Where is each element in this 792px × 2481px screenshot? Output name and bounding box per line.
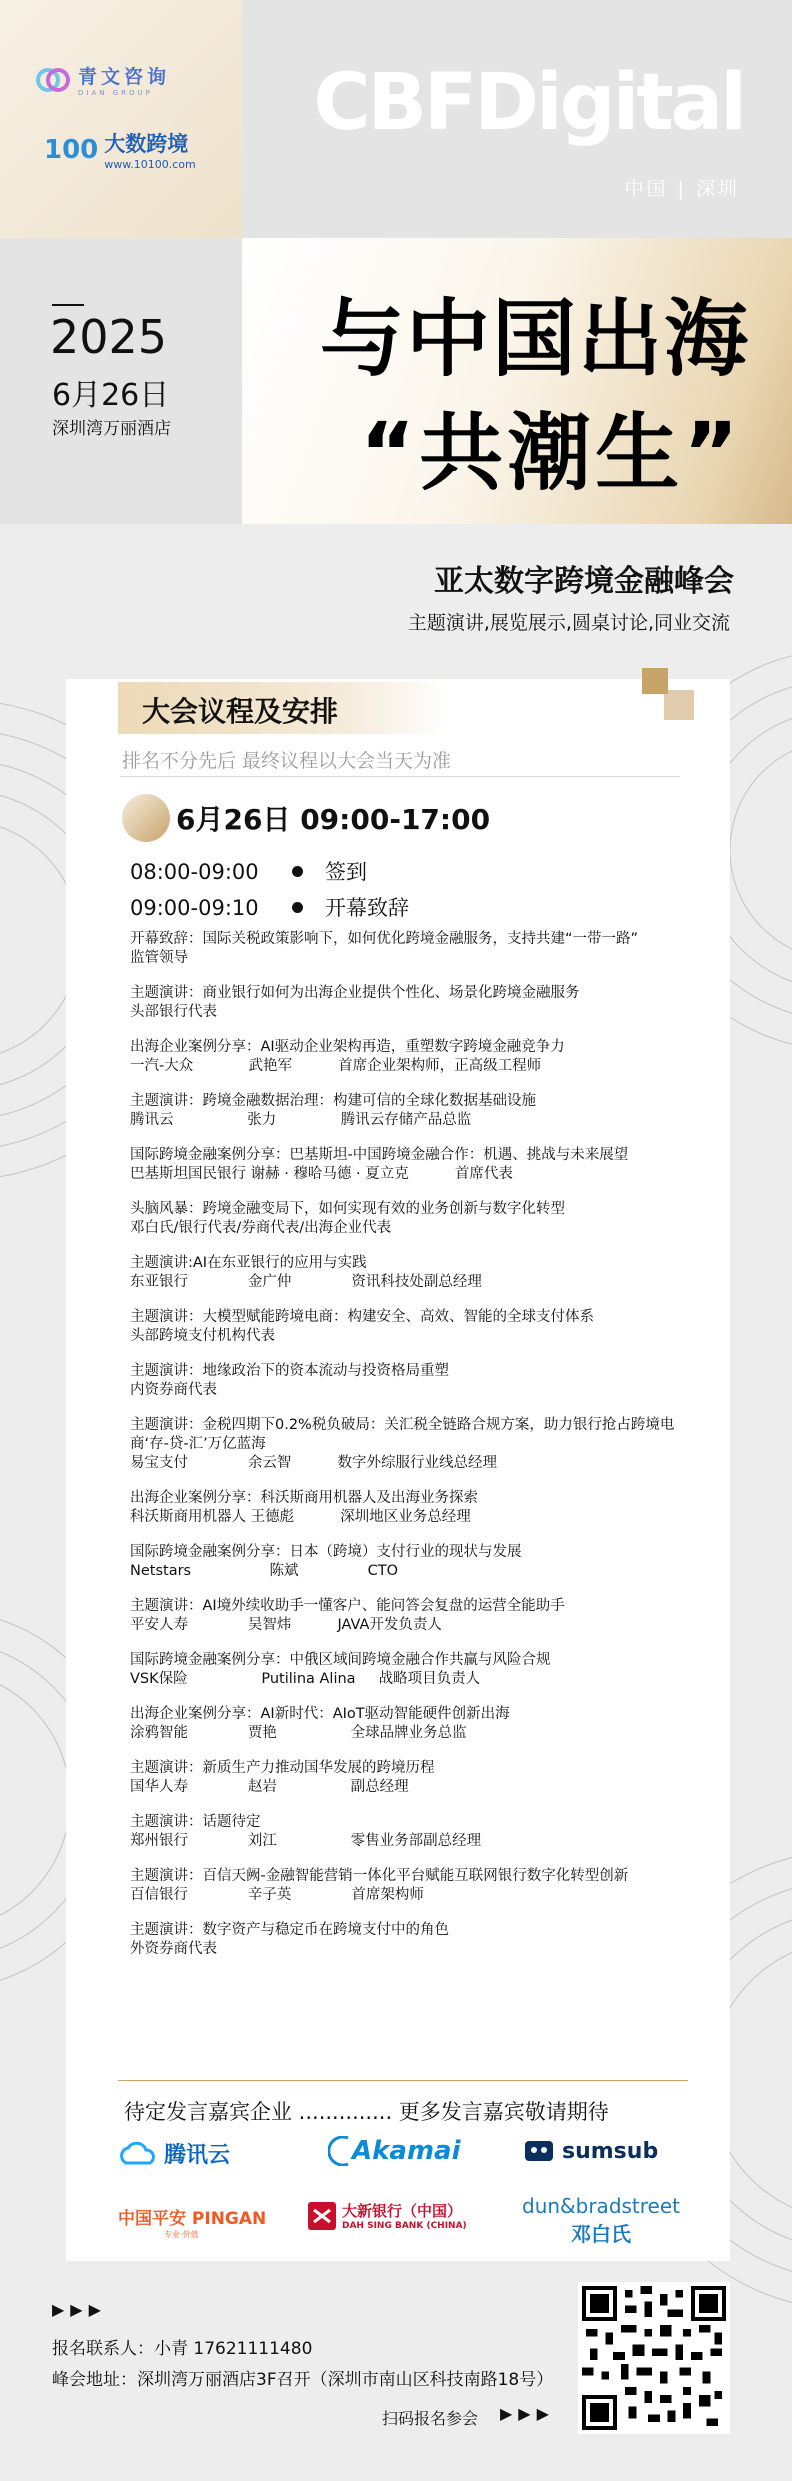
tencent-logo: 腾讯云 [118, 2138, 230, 2169]
agenda-items [130, 930, 710, 1975]
agenda-item-topic: 主题演讲：大模型赋能跨境电商：构建安全、高效、智能的全球支付体系 [130, 1309, 594, 1325]
date-divider [52, 304, 84, 306]
agenda-item-topic: 国际跨境金融案例分享：日本（跨境）支付行业的现状与发展 [130, 1544, 522, 1560]
pingan-logo: 中国平安 PINGAN 专业·价值 [118, 2209, 267, 2239]
agenda-item [130, 930, 710, 968]
agenda-item-topic: 主题演讲：地缘政治下的资本流动与投资格局重塑 [130, 1363, 449, 1379]
event-address: 峰会地址：深圳湾万丽酒店3F召开（深圳市南山区科技南路18号） [52, 2370, 554, 2390]
divider [120, 776, 680, 777]
summit-name: 亚太数字跨境金融峰会 [434, 564, 734, 599]
agenda-item [130, 1705, 710, 1743]
agenda-item [130, 1038, 710, 1076]
qingwen-logo [36, 62, 170, 97]
event-title-line2: “共潮生” [360, 404, 743, 502]
sponsor-logos [118, 2130, 688, 2260]
schedule-row [130, 892, 409, 922]
agenda-item [130, 1254, 710, 1292]
agenda-item [130, 1092, 710, 1130]
agenda-item-topic: 主题演讲：商业银行如何为出海企业提供个性化、场景化跨境金融服务 [130, 985, 580, 1001]
qingwen-name: 青文咨询 [78, 66, 171, 88]
agenda-item [130, 1146, 710, 1184]
event-venue: 深圳湾万丽酒店 [52, 419, 171, 439]
dahsing-icon [308, 2202, 336, 2230]
schedule-time: 09:00-09:10 [130, 896, 259, 920]
agenda-item [130, 1362, 710, 1400]
agenda-item-speaker: 头部银行代表 [130, 1004, 217, 1020]
dashu-num: 100 [44, 134, 99, 165]
agenda-item-speaker: 国华人寿 赵岩 副总经理 [130, 1779, 409, 1795]
agenda-notice: 排名不分先后 最终议程以大会当天为准 [122, 750, 452, 772]
schedule-row [130, 856, 367, 886]
cloud-icon [118, 2141, 158, 2167]
scan-to-register: 扫码报名参会 [382, 2409, 479, 2428]
agenda-item [130, 1921, 710, 1959]
agenda-header [118, 682, 448, 734]
agenda-item-topic: 主题演讲：新质生产力推动国华发展的跨境历程 [130, 1760, 435, 1776]
summit-tagline: 主题演讲,展览展示,圆桌讨论,同业交流 [407, 612, 730, 634]
agenda-item-speaker: 监管领导 [130, 950, 188, 966]
agenda-item-speaker: 巴基斯坦国民银行 谢赫 · 穆哈马德 · 夏立克 首席代表 [130, 1166, 513, 1182]
divider [118, 2080, 688, 2081]
bullet-icon [292, 866, 303, 877]
agenda-item-topic: 主题演讲：跨境金融数据治理：构建可信的全球化数据基础设施 [130, 1093, 536, 1109]
agenda-item-topic: 头脑风暴：跨境金融变局下，如何实现有效的业务创新与数字化转型 [130, 1201, 565, 1217]
sumsub-icon [522, 2138, 556, 2164]
dashu-logo [44, 128, 196, 171]
akamai-logo: Akamai [328, 2136, 461, 2166]
dahsing-logo: 大新银行（中国） DAH SING BANK (CHINA) [308, 2200, 467, 2231]
agenda-item-speaker: 涂鸦智能 贾艳 全球品牌业务总监 [130, 1725, 467, 1741]
sumsub-logo: sumsub [522, 2138, 658, 2164]
agenda-item-speaker: 邓白氏/银行代表/券商代表/出海企业代表 [130, 1220, 392, 1236]
agenda-item-speaker: 内资券商代表 [130, 1382, 217, 1398]
sponsor-line: 待定发言嘉宾企业 .............. 更多发言嘉宾敬请期待 [124, 2100, 609, 2124]
dnb-logo: dun&bradstreet 邓白氏 [522, 2194, 681, 2246]
agenda-item [130, 1867, 710, 1905]
agenda-item-speaker: 郑州银行 刘江 零售业务部副总经理 [130, 1833, 482, 1849]
agenda-item [130, 1308, 710, 1346]
agenda-item-topic: 主题演讲：话题待定 [130, 1814, 261, 1830]
agenda-item-speaker: 百信银行 辛子英 首席架构师 [130, 1887, 424, 1903]
agenda-item [130, 1813, 710, 1851]
agenda-item-topic: 出海企业案例分享：AI新时代：AIoT驱动智能硬件创新出海 [130, 1706, 510, 1722]
agenda-item-topic: 出海企业案例分享：科沃斯商用机器人及出海业务探索 [130, 1490, 478, 1506]
agenda-item-speaker: VSK保险 Putilina Alina 战略项目负责人 [130, 1671, 481, 1687]
agenda-item-speaker: 易宝支付 余云智 数字外综服行业线总经理 [130, 1455, 498, 1471]
agenda-item-topic: 主题演讲：金税四期下0.2%税负破局：关汇税全链路合规方案，助力银行抢占跨境电商‘存-贷-汇’万亿蓝海 [130, 1417, 675, 1452]
agenda-item-topic: 主题演讲：数字资产与稳定币在跨境支付中的角色 [130, 1922, 449, 1938]
agenda-item-topic: 国际跨境金融案例分享：巴基斯坦-中国跨境金融合作：机遇、挑战与未来展望 [130, 1147, 629, 1163]
schedule-time: 08:00-09:00 [130, 860, 259, 884]
qr-code[interactable] [578, 2282, 730, 2434]
agenda-item-speaker: 东亚银行 金广仲 资讯科技处副总经理 [130, 1274, 482, 1290]
agenda-item-topic: 主题演讲:AI在东亚银行的应用与实践 [130, 1255, 367, 1271]
agenda-item [130, 1651, 710, 1689]
agenda-item-topic: 出海企业案例分享：AI驱动企业架构再造，重塑数字跨境金融竞争力 [130, 1039, 565, 1055]
agenda-item [130, 1416, 710, 1473]
agenda-item-topic: 主题演讲：AI境外续收助手一懂客户、能问答会复盘的运营全能助手 [130, 1598, 565, 1614]
agenda-item [130, 1200, 710, 1238]
day-circle-icon [122, 794, 170, 842]
agenda-item-speaker: 科沃斯商用机器人 王德彪 深圳地区业务总经理 [130, 1509, 471, 1525]
brand-name: CBFDigital [313, 58, 744, 148]
schedule-label: 签到 [325, 860, 367, 884]
schedule-label: 开幕致辞 [325, 896, 409, 920]
event-date: 6月26日 [52, 378, 170, 413]
arrow-icons: ▶▶▶ [500, 2404, 555, 2423]
agenda-day: 6月26日 09:00-17:00 [176, 803, 491, 836]
decor-square [664, 690, 694, 720]
agenda-item-speaker: 一汽-大众 武艳军 首席企业架构师，正高级工程师 [130, 1058, 542, 1074]
agenda-item [130, 1489, 710, 1527]
decor-square [642, 668, 668, 694]
event-title-line1: 与中国出海 [320, 290, 751, 388]
akamai-icon [328, 2136, 352, 2166]
agenda-item-topic: 开幕致辞：国际关税政策影响下，如何优化跨境金融服务，支持共建“一带一路” [130, 931, 639, 947]
qingwen-sub: DIAN GROUP [78, 89, 153, 97]
event-year: 2025 [50, 310, 168, 364]
agenda-item-speaker: 外资券商代表 [130, 1941, 217, 1957]
agenda-item-speaker: 腾讯云 张力 腾讯云存储产品总监 [130, 1112, 472, 1128]
dashu-url: www.10100.com [104, 158, 196, 171]
arrow-icons: ▶▶▶ [52, 2300, 107, 2319]
dashu-name: 大数跨境 [104, 132, 189, 156]
bullet-icon [292, 902, 303, 913]
agenda-item-speaker: 平安人寿 吴智炜 JAVA开发负责人 [130, 1617, 442, 1633]
brand-location: 中国 | 深圳 [624, 178, 740, 200]
agenda-item [130, 1597, 710, 1635]
agenda-header-text: 大会议程及安排 [142, 695, 339, 728]
agenda-item [130, 984, 710, 1022]
agenda-item [130, 1543, 710, 1581]
header-left-panel [0, 0, 242, 238]
agenda-item-speaker: Netstars 陈斌 CTO [130, 1563, 398, 1579]
agenda-item-topic: 国际跨境金融案例分享：中俄区域间跨境金融合作共赢与风险合规 [130, 1652, 551, 1668]
qingwen-logo-icon [36, 63, 70, 97]
agenda-item [130, 1759, 710, 1797]
contact-info: 报名联系人：小青 17621111480 [52, 2339, 313, 2359]
agenda-item-topic: 主题演讲：百信天阙-金融智能营销一体化平台赋能互联网银行数字化转型创新 [130, 1868, 629, 1884]
agenda-item-speaker: 头部跨境支付机构代表 [130, 1328, 275, 1344]
